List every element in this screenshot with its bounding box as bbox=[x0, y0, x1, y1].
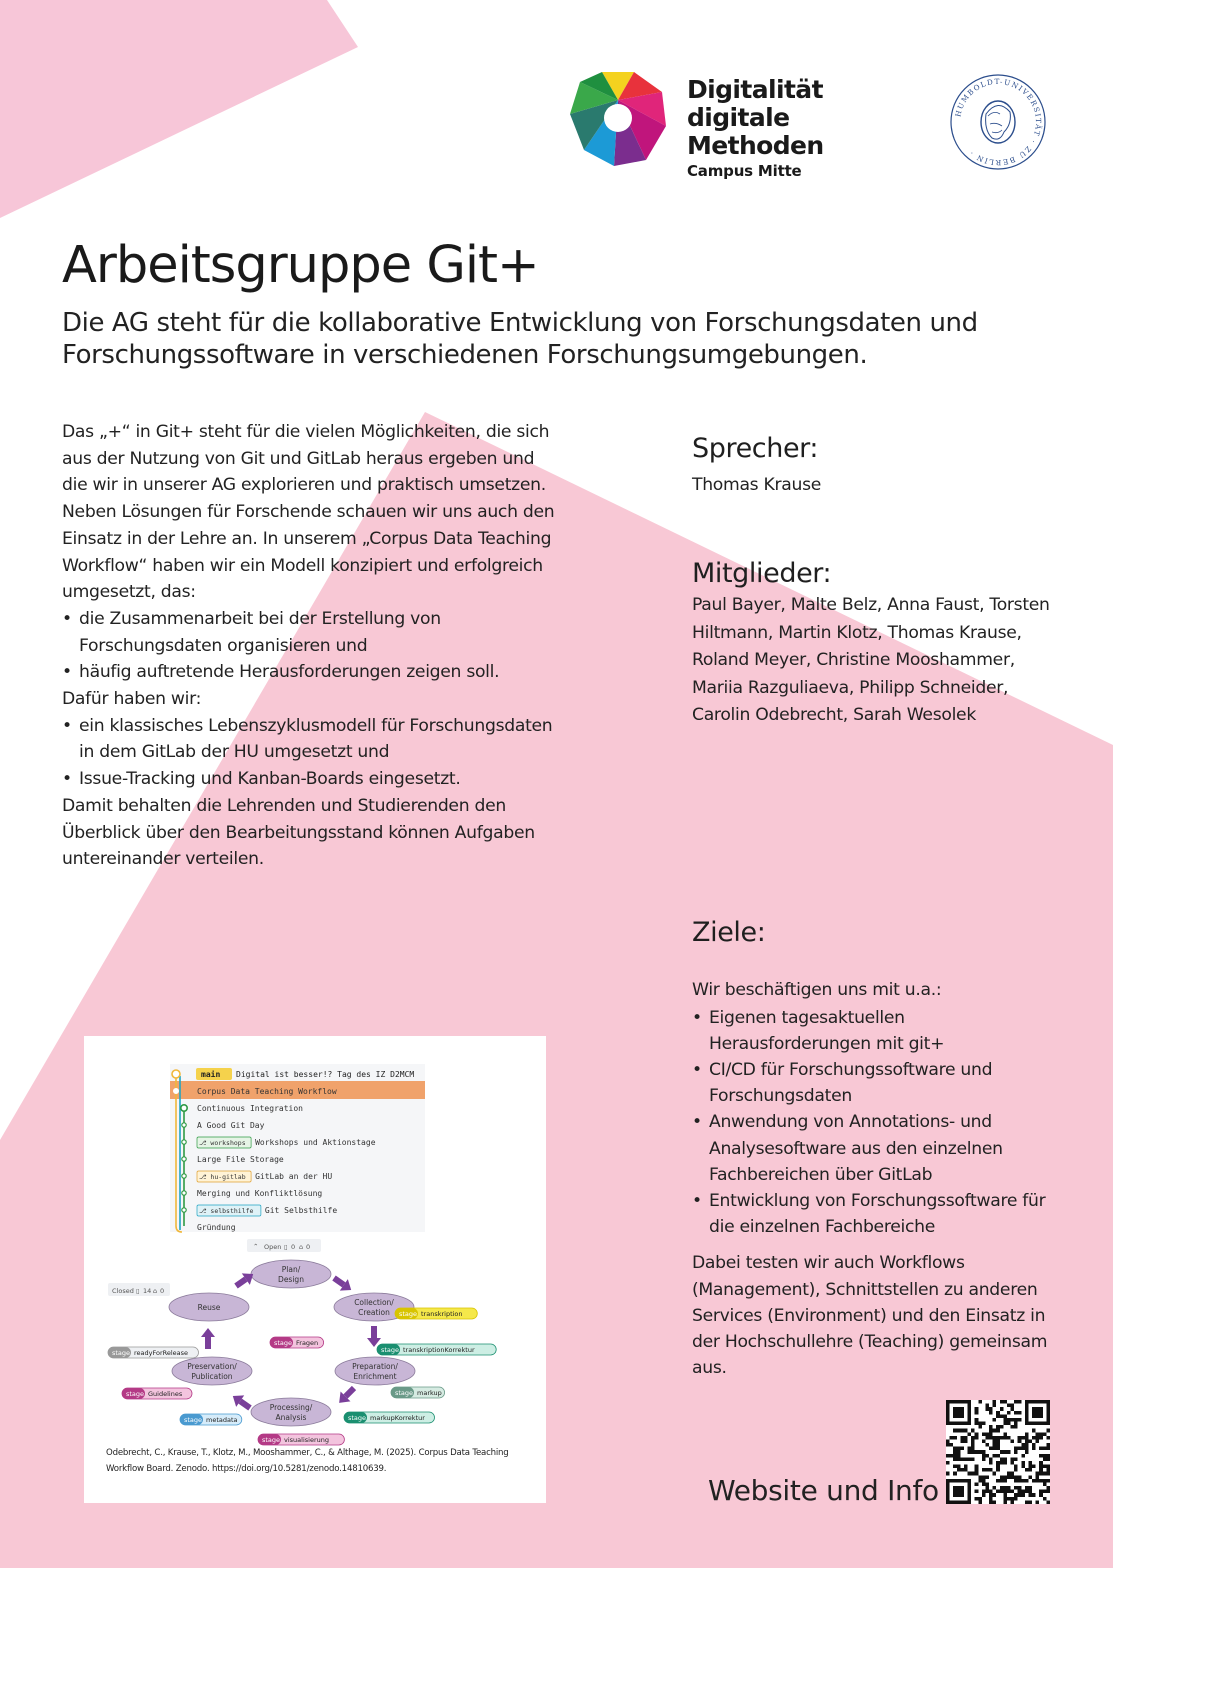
commit-message: Gründung bbox=[197, 1223, 236, 1232]
svg-text:transkription: transkription bbox=[421, 1310, 463, 1319]
branch-tag: ⎇ workshops bbox=[199, 1139, 246, 1147]
svg-text:Design: Design bbox=[278, 1275, 304, 1284]
intro-list-1 bbox=[62, 606, 562, 686]
workflow-figure bbox=[84, 1036, 546, 1503]
intro-paragraph: Das „+“ in Git+ steht für die vielen Möglichkeiten, die sich aus der Nutzung von Git und GitLab heraus ergeben und die wir in unserer AG explorieren und praktisch umsetzen. Neben Lösungen für Forschende schauen wir uns auch den Einsatz in der Lehre an. In unserem „Corpus Data Teaching Workflow“ haben wir ein Modell konzipiert und erfolgreich umgesetzt, das: bbox=[62, 422, 555, 603]
cycle-node-processing bbox=[251, 1398, 331, 1426]
workflow-diagram bbox=[84, 1036, 546, 1446]
git-commit-row bbox=[197, 1223, 236, 1232]
svg-text:visualisierung: visualisierung bbox=[284, 1436, 329, 1445]
svg-text:Preservation/: Preservation/ bbox=[187, 1362, 237, 1371]
ziele-item: • CI/CD für Forschungssoftware und Forschungsdaten bbox=[692, 1057, 1052, 1109]
svg-text:stage: stage bbox=[126, 1390, 145, 1399]
stage-label bbox=[395, 1308, 477, 1319]
main-commit-text: Digital ist besser!? Tag des IZ D2MCM bbox=[236, 1070, 415, 1079]
intro-middle: Dafür haben wir: bbox=[62, 689, 202, 710]
svg-text:⌂: ⌂ bbox=[299, 1243, 304, 1251]
mitglieder-heading: Mitglieder: bbox=[692, 558, 832, 589]
commit-message: Workshops und Aktionstage bbox=[255, 1138, 376, 1147]
svg-text:HUMBOLDT-UNIVERSITÄT · ZU BERL: HUMBOLDT-UNIVERSITÄT · ZU BERLIN · bbox=[953, 76, 1044, 168]
top-left-triangle bbox=[0, 0, 358, 218]
svg-text:readyForRelease: readyForRelease bbox=[134, 1349, 189, 1358]
svg-text:stage: stage bbox=[348, 1414, 367, 1423]
intro-list-1-item: • die Zusammenarbeit bei der Erstellung von Forschungsdaten organisieren und bbox=[62, 606, 562, 659]
svg-text:Processing/: Processing/ bbox=[269, 1403, 313, 1412]
open-count-2: 0 bbox=[306, 1243, 311, 1251]
arrow-preparation-processing bbox=[334, 1383, 359, 1408]
commit-message: Continuous Integration bbox=[197, 1104, 303, 1113]
svg-text:transkriptionKorrektur: transkriptionKorrektur bbox=[403, 1346, 475, 1355]
svg-text:stage: stage bbox=[274, 1339, 293, 1348]
branch-tag: ⎇ selbsthilfe bbox=[199, 1207, 254, 1215]
svg-text:Creation: Creation bbox=[358, 1308, 390, 1317]
git-commit-row bbox=[197, 1205, 337, 1216]
qr-code[interactable] bbox=[946, 1400, 1050, 1504]
svg-text:▯: ▯ bbox=[136, 1287, 140, 1295]
sprecher-name: Thomas Krause bbox=[692, 475, 821, 495]
main-branch-label: main bbox=[201, 1070, 221, 1079]
logo-wordmark bbox=[687, 76, 930, 182]
svg-text:⌃: ⌃ bbox=[253, 1242, 259, 1251]
svg-text:stage: stage bbox=[112, 1349, 131, 1358]
svg-text:⌂: ⌂ bbox=[153, 1287, 158, 1295]
intro-list-2 bbox=[62, 713, 562, 793]
svg-text:Reuse: Reuse bbox=[197, 1303, 221, 1312]
ziele-block bbox=[692, 977, 1052, 1381]
stage-label bbox=[391, 1387, 445, 1398]
commit-message: GitLab an der HU bbox=[255, 1172, 333, 1181]
svg-text:stage: stage bbox=[184, 1416, 203, 1425]
svg-text:Plan/: Plan/ bbox=[281, 1265, 301, 1274]
open-label: Open bbox=[264, 1243, 282, 1251]
git-commit-row bbox=[197, 1137, 376, 1148]
intro-list-2-item: • ein klassisches Lebenszyklusmodell für Forschungsdaten in dem GitLab der HU umgesetzt und bbox=[62, 713, 562, 766]
arrow-preservation-reuse bbox=[201, 1328, 215, 1349]
svg-text:Collection/: Collection/ bbox=[354, 1298, 394, 1307]
caption-line-2: Workflow Board. Zenodo. https://doi.org/10.5281/zenodo.14810639. bbox=[106, 1463, 387, 1474]
logo-line-1: Digitalität bbox=[687, 75, 823, 104]
svg-text:Analysis: Analysis bbox=[275, 1413, 307, 1422]
website-label: Website und Info bbox=[708, 1474, 939, 1507]
svg-text:Guidelines: Guidelines bbox=[148, 1390, 183, 1399]
cycle-node-plan bbox=[251, 1260, 331, 1288]
git-commit-row bbox=[197, 1189, 322, 1198]
stage-label bbox=[344, 1412, 435, 1423]
ziele-item: • Eigenen tagesaktuellen Herausforderungen mit git+ bbox=[692, 1005, 1052, 1057]
arrow-processing-preservation bbox=[229, 1390, 254, 1414]
flower-logo-icon bbox=[570, 70, 666, 166]
ziele-closing: Dabei testen wir auch Workflows (Management), Schnittstellen zu anderen Services (Environment) und den Einsatz in der Hochschullehre (Teaching) gemeinsam aus. bbox=[692, 1253, 1048, 1379]
open-column-chip bbox=[247, 1239, 321, 1252]
digitalitaet-logo bbox=[570, 70, 930, 180]
svg-text:stage: stage bbox=[395, 1389, 414, 1398]
mitglieder-names: Paul Bayer, Malte Belz, Anna Faust, Torsten Hiltmann, Martin Klotz, Thomas Krause, Roland Meyer, Christine Mooshammer, Mariia Razguliaeva, Philipp Schneider, Carolin Odebrecht, Sarah Wesolek bbox=[692, 595, 1050, 726]
svg-text:markupKorrektur: markupKorrektur bbox=[370, 1414, 425, 1423]
cycle-node-preservation bbox=[172, 1357, 252, 1385]
open-count-1: 0 bbox=[291, 1243, 296, 1251]
svg-text:Enrichment: Enrichment bbox=[353, 1372, 397, 1381]
ziele-item: • Entwicklung von Forschungssoftware für die einzelnen Fachbereiche bbox=[692, 1188, 1052, 1240]
hu-seal-logo bbox=[948, 72, 1048, 172]
git-commit-row bbox=[197, 1104, 303, 1113]
commit-message: A Good Git Day bbox=[197, 1121, 265, 1130]
svg-text:markup: markup bbox=[417, 1389, 442, 1398]
branch-tag: ⎇ hu-gitlab bbox=[199, 1173, 246, 1181]
closed-count-1: 14 bbox=[143, 1287, 152, 1295]
logo-line-2: digitale Methoden bbox=[687, 103, 824, 160]
closed-column-chip bbox=[108, 1283, 170, 1296]
commit-message: Git Selbsthilfe bbox=[264, 1206, 338, 1215]
arrow-plan-collection bbox=[330, 1272, 355, 1296]
git-commit-row bbox=[197, 1121, 265, 1130]
svg-text:Publication: Publication bbox=[191, 1372, 233, 1381]
commit-message: Merging und Konfliktlösung bbox=[197, 1189, 323, 1198]
intro-list-1-item: • häufig auftretende Herausforderungen zeigen soll. bbox=[62, 659, 562, 686]
sprecher-heading: Sprecher: bbox=[692, 433, 819, 464]
commit-message: Large File Storage bbox=[197, 1155, 284, 1164]
svg-text:Fragen: Fragen bbox=[296, 1339, 319, 1348]
closed-count-2: 0 bbox=[160, 1287, 165, 1295]
git-commit-row bbox=[197, 1155, 284, 1164]
stage-label bbox=[377, 1344, 496, 1355]
git-commit-row bbox=[197, 1171, 332, 1182]
caption-line-1: Odebrecht, C., Krause, T., Klotz, M., Mooshammer, C., & Althage, M. (2025). Corpus Data Teaching bbox=[106, 1448, 509, 1458]
svg-text:stage: stage bbox=[262, 1436, 281, 1445]
stage-label bbox=[270, 1337, 324, 1348]
stage-label bbox=[258, 1434, 344, 1445]
ziele-list bbox=[692, 1005, 1052, 1241]
svg-text:▯: ▯ bbox=[284, 1243, 288, 1251]
cycle-node-preparation bbox=[335, 1357, 415, 1385]
stage-label bbox=[180, 1414, 242, 1425]
closed-label: Closed bbox=[112, 1287, 134, 1295]
svg-text:metadata: metadata bbox=[206, 1416, 238, 1425]
svg-text:stage: stage bbox=[399, 1310, 418, 1319]
stage-label bbox=[122, 1388, 192, 1399]
intro-text-block bbox=[62, 419, 562, 873]
ziele-intro: Wir beschäftigen uns mit u.a.: bbox=[692, 980, 942, 1000]
figure-caption bbox=[106, 1446, 536, 1477]
svg-text:stage: stage bbox=[381, 1346, 400, 1355]
page-title: Arbeitsgruppe Git+ bbox=[62, 236, 539, 295]
ziele-item: • Anwendung von Annotations- und Analysesoftware aus den einzelnen Fachbereichen über GitLab bbox=[692, 1109, 1052, 1188]
ziele-heading: Ziele: bbox=[692, 917, 766, 948]
page-subtitle: Die AG steht für die kollaborative Entwicklung von Forschungsdaten und Forschungssoftware in verschiedenen Forschungsumgebungen. bbox=[62, 308, 978, 370]
logo-line-3: Campus Mitte bbox=[687, 162, 802, 180]
intro-list-2-item: • Issue-Tracking und Kanban-Boards eingesetzt. bbox=[62, 766, 562, 793]
stage-label bbox=[108, 1347, 199, 1358]
svg-text:Preparation/: Preparation/ bbox=[352, 1362, 398, 1371]
intro-closing: Damit behalten die Lehrenden und Studierenden den Überblick über den Bearbeitungsstand können Aufgaben untereinander verteilen. bbox=[62, 795, 535, 870]
cycle-node-reuse bbox=[169, 1293, 249, 1321]
arrow-collection-preparation bbox=[367, 1326, 381, 1347]
highlight-row-text: Corpus Data Teaching Workflow bbox=[197, 1087, 337, 1096]
